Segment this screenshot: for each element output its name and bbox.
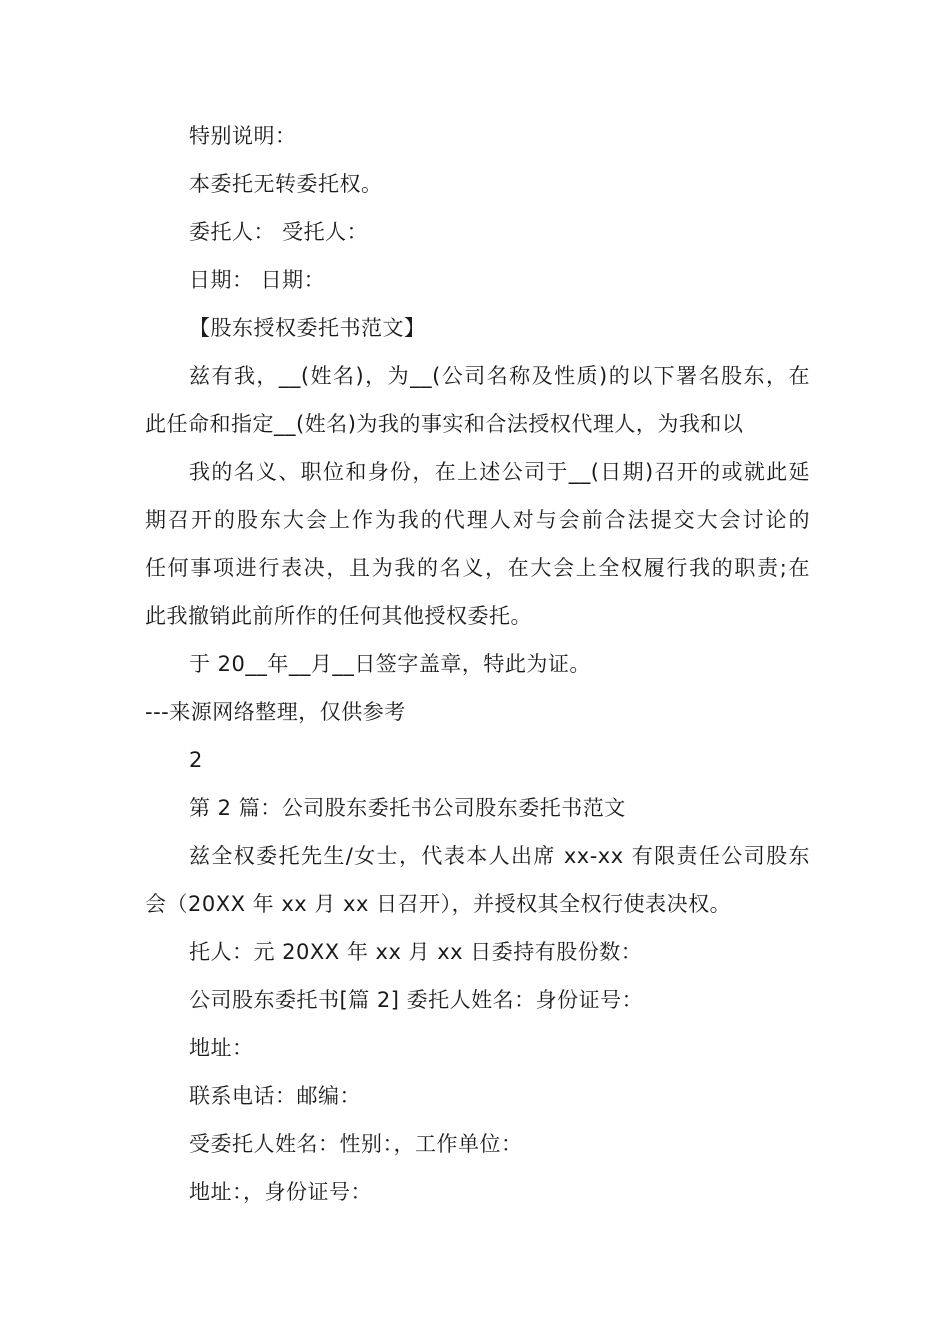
date-labels: 日期： 日期： xyxy=(189,268,326,292)
signatory-labels: 委托人： 受托人： xyxy=(189,220,369,244)
paragraph-line: 会（20XX 年 xx 月 xx 日召开），并授权其全权行使表决权。 xyxy=(145,892,732,916)
section-title-sample: 【股东授权委托书范文】 xyxy=(189,316,426,340)
special-note-heading: 特别说明： xyxy=(189,124,297,148)
source-note: ---来源网络整理，仅供参考 xyxy=(145,700,406,724)
form-line: 公司股东委托书[篇 2] 委托人姓名：身份证号： xyxy=(189,988,644,1012)
signing-date-line: 于 20__年__月__日签字盖章，特此为证。 xyxy=(189,652,591,676)
form-line-address: 地址： xyxy=(189,1036,254,1060)
form-line-agent: 受委托人姓名：性别：，工作单位： xyxy=(189,1132,523,1156)
form-line: 托人：元 20XX 年 xx 月 xx 日委持有股份数： xyxy=(189,940,643,964)
no-subdelegation-note: 本委托无转委托权。 xyxy=(189,172,383,196)
paragraph-line: 任何事项进行表决，且为我的名义，在大会上全权履行我的职责;在 xyxy=(145,556,810,580)
paragraph-line: 兹全权委托先生/女士，代表本人出席 xx-xx 有限责任公司股东 xyxy=(189,844,810,868)
paragraph-line: 兹有我，__(姓名)，为__(公司名称及性质)的以下署名股东，在 xyxy=(189,364,810,388)
document-body xyxy=(145,112,810,1216)
paragraph-line: 期召开的股东大会上作为我的代理人对与会前合法提交大会讨论的 xyxy=(145,508,810,532)
form-line-contact: 联系电话：邮编： xyxy=(189,1084,361,1108)
paragraph-line: 此我撤销此前所作的任何其他授权委托。 xyxy=(145,604,532,628)
article-2-title: 第 2 篇：公司股东委托书公司股东委托书范文 xyxy=(189,796,626,820)
page-number: 2 xyxy=(189,748,203,772)
paragraph-line: 我的名义、职位和身份，在上述公司于__(日期)召开的或就此延 xyxy=(189,460,810,484)
paragraph-line: 此任命和指定__(姓名)为我的事实和合法授权代理人，为我和以 xyxy=(145,412,744,436)
form-line-agent-address: 地址：，身份证号： xyxy=(189,1180,372,1204)
